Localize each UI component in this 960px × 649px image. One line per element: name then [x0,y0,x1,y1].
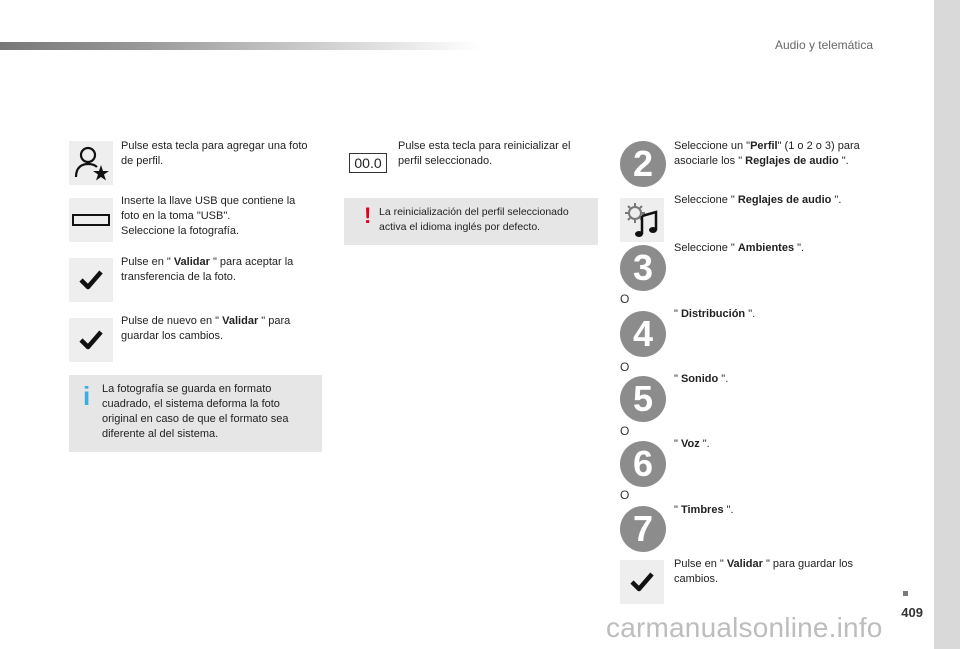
insert-usb-text: Inserte la llave USB que contiene la foto en la toma "USB". Seleccione la fotografía. [121,195,296,237]
watermark: carmanualsonline.info [606,612,883,643]
checkmark-icon [78,269,104,291]
step-7-text: " Timbres ". [674,504,734,516]
warning-icon: ! [364,203,372,228]
page-side-tab [934,0,960,649]
usb-stick-icon [71,210,111,230]
reset-profile-text: Pulse esta tecla para reinicializar el perfil seleccionado. [398,140,571,167]
add-profile-photo-text: Pulse esta tecla para agregar una foto de perfil. [121,140,308,167]
section-title: Audio y telemática [774,38,873,52]
info-icon: i [83,381,91,411]
validate-save-button [69,318,113,362]
user-star-icon [71,143,111,183]
validate-final-text: Pulse en " Validar " para guardar los cambios. [674,558,854,585]
step-4-text: " Distribución ". [674,308,756,320]
checkmark-icon [78,329,104,351]
header-gradient-bar [0,42,480,50]
audio-settings-icon [622,200,662,240]
step-7-badge: 7 [620,506,666,552]
page-number: 409 [901,605,923,620]
step-5-text: " Sonido ". [674,373,729,385]
step-6-badge: 6 [620,441,666,487]
or-label: O [620,424,630,438]
step-3-badge: 3 [620,245,666,291]
step-3-text: Seleccione " Ambientes ". [674,242,805,254]
add-profile-photo-button [69,141,113,185]
step-5-badge: 5 [620,376,666,422]
validate-transfer-button [69,258,113,302]
step-4-badge: 4 [620,311,666,357]
audio-settings-box [620,198,664,242]
or-label: O [620,360,630,374]
checkmark-icon [629,571,655,593]
validate-final-button [620,560,664,604]
warning-note-text: La reinicialización del perfil seleccionado activa el idioma inglés por defecto. [379,206,569,233]
step-6-text: " Voz ". [674,438,710,450]
reset-counter-icon: 00.0 [349,153,386,173]
step-2-text: Seleccione un "Perfil" (1 o 2 o 3) para asociarle los " Reglajes de audio ". [674,140,860,167]
audio-settings-text: Seleccione " Reglajes de audio ". [674,194,842,206]
usb-key-box [69,198,113,242]
or-label: O [620,292,630,306]
step-2-badge: 2 [620,141,666,187]
validate-save-text: Pulse de nuevo en " Validar " para guardar los cambios. [121,315,291,342]
info-note [69,375,322,452]
info-note-text: La fotografía se guarda en formato cuadrado, el sistema deforma la foto original en caso de que el formato sea diferente al del sistema. [102,383,289,440]
page-marker [903,591,908,596]
or-label: O [620,488,630,502]
reset-profile-button [344,141,392,185]
validate-transfer-text: Pulse en " Validar " para aceptar la transferencia de la foto. [121,256,294,283]
warning-note [344,198,598,245]
